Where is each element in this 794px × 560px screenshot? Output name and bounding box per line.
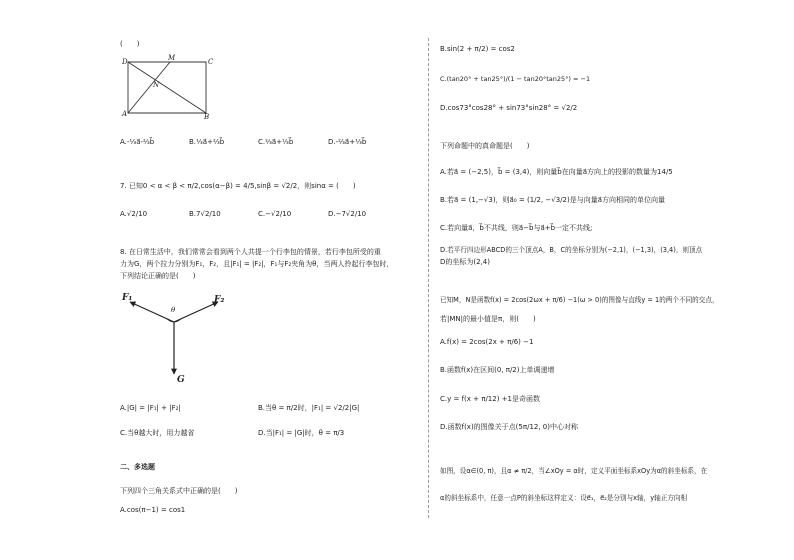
q8-line-1: 8. 在日常生活中，我们常常会看到两个人共提一个行李包的情景，若行李包所受的重 [120,248,381,256]
q6-option-c: C.⅔a⃗+⅓b⃗ [258,138,294,146]
q9-option-c: C.(tan20° + tan25°)/(1 − tan20°tan25°) = −1 [440,75,591,83]
q7-option-a: A.√2/10 [120,210,148,218]
q7-option-b: B.7√2/10 [189,210,221,218]
section-heading-multi-choice: 二、多选题 [120,463,155,471]
q11-option-a: A.f(x) = 2cos(2x + π/6) −1 [440,338,534,346]
label-m: M [168,54,176,62]
q8-option-d: D.当|F₁| = |G|时，θ = π/3 [258,429,345,437]
q10-option-c: C.若向量a⃗，b⃗不共线，则a⃗−b⃗与a⃗+b⃗一定不共线; [440,224,593,232]
q11-option-d: D.函数f(x)的图像关于点(5π/12, 0)中心对称 [440,423,578,431]
q10-option-d-line-2: D的坐标为(2,4) [440,258,490,266]
q9-option-b: B.sin(2 + π/2) = cos2 [440,45,515,53]
q6-option-b: B.⅓a⃗+⅔b⃗ [189,138,225,146]
q10-option-b: B.若a⃗ = (1,−√3)，则a⃗₀ = (1/2, −√3/2)是与向量a⃗方向相同的单位向量 [440,196,666,204]
q8-option-b: B.当θ = π/2时，|F₁| = √2/2|G| [258,404,360,412]
q7-option-c: C.−√2/10 [258,210,292,218]
label-c: C [208,58,214,66]
q11-option-b: B.函数f(x)在区间(0, π/2)上单调递增 [440,366,555,374]
q7-stem: 7. 已知0 < α < β < π/2,cos(α−β) = 4/5,sinβ = √2/2，则sinα = ( ) [120,182,356,190]
q11-line-2: 若|MN|的最小值是π，则( ) [440,315,536,323]
label-a: A [122,110,128,118]
q8-option-c: C.当θ越大时，用力越省 [120,429,195,437]
q9-stem: 下列四个三角关系式中正确的是( ) [120,487,238,495]
label-b: B [204,113,210,121]
q11-line-1: 已知M，N是函数f(x) = 2cos(2ωx + π/6) −1(ω > 0)的图像与直线y = 1的两个不同的交点， [440,296,719,304]
q9-option-d: D.cos73°cos28° + sin73°sin28° = √2/2 [440,104,578,112]
column-divider [428,38,430,518]
q6-option-d: D.-⅔a⃗+⅓b⃗ [328,138,367,146]
label-f1: F₁ [122,293,133,303]
force-diagram [118,290,233,385]
q8-line-2: 力为G，两个拉力分别为F₁，F₂，且|F₁| = |F₂|，F₁与F₂夹角为θ，当两人拎起行李包时， [120,260,394,268]
q11-option-c: C.y = f(x + π/12) +1是奇函数 [440,395,540,403]
label-f2: F₂ [214,295,225,305]
q10-option-a: A.若a⃗ = (−2,5)，b⃗ = (3,4)，则向量b⃗在向量a⃗方向上的投影的数量为14/5 [440,168,673,176]
q8-option-a: A.|G| = |F₁| + |F₂| [120,404,181,412]
label-n: N [153,81,160,89]
q10-option-d-line-1: D.若平行四边形ABCD的三个顶点A，B，C的坐标分别为(−2,1)，(−1,3)，(3,4)，则顶点 [440,246,703,254]
question-bracket: ( ) [120,40,140,48]
q12-line-1: 如图，设α∈(0, π)，且α ≠ π/2，当∠xOy = α时，定义平面坐标系xOy为α的斜坐标系，在 [440,467,708,475]
label-d: D [122,58,128,66]
q6-option-a: A.-⅓a⃗-⅔b⃗ [120,138,155,146]
q12-line-2: α的斜坐标系中，任意一点P的斜坐标这样定义：设e⃗₁，e⃗₂是分别与x轴，y轴正方向相 [440,494,688,502]
label-g: G [177,375,185,385]
q9-option-a: A.cos(π−1) = cos1 [120,506,186,514]
label-theta: θ [171,306,176,314]
q7-option-d: D.−7√2/10 [328,210,367,218]
rectangle-figure [120,54,220,121]
q10-stem: 下列命题中的真命题是( ) [440,142,530,150]
q8-line-3: 下列结论正确的是( ) [120,272,196,280]
